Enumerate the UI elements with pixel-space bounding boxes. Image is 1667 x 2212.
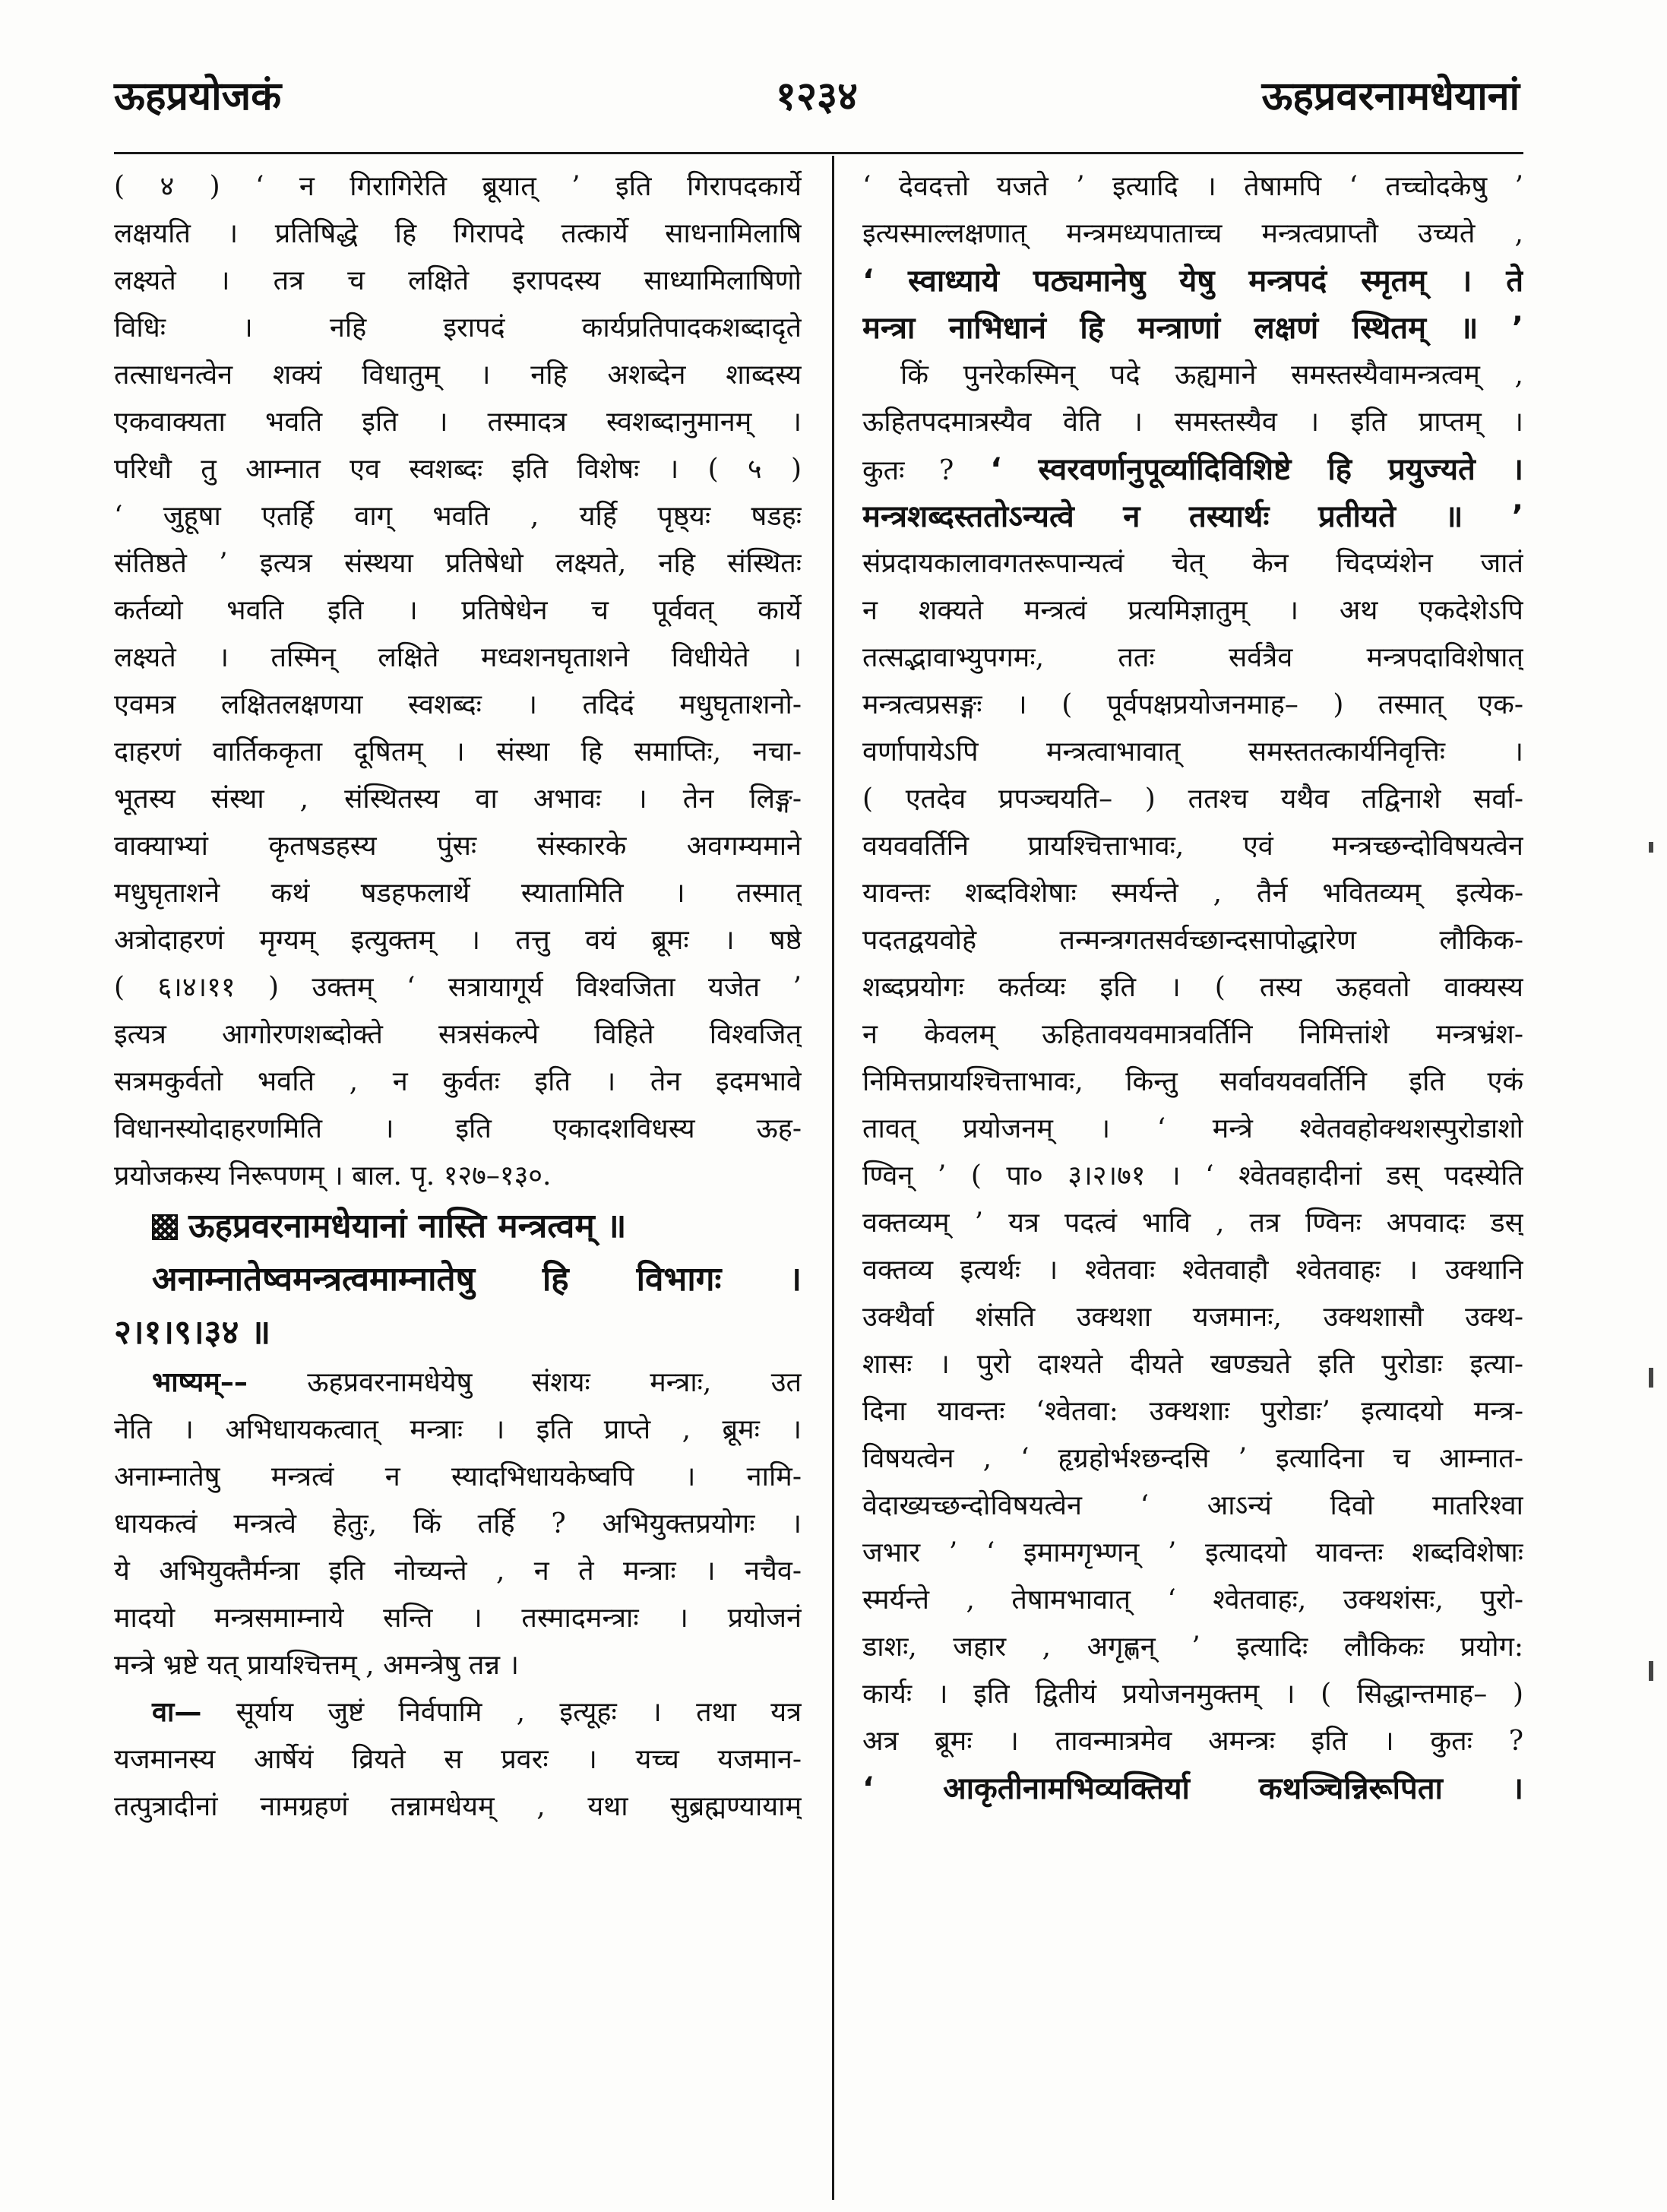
bhashya-text: ऊहप्रवरनामधेयेषु संशयः मन्त्राः, उत xyxy=(307,1367,802,1398)
text-line: अनाम्नातेषु मन्त्रत्वं न स्यादभिधायकेष्वपि । नामि- xyxy=(114,1461,802,1492)
text-line: नेति । अभिधायकत्वात् मन्त्राः । इति प्राप्ते , ब्रूमः । xyxy=(114,1414,802,1445)
text-line: ( ४ ) ‘ न गिरागिरेति ब्रूयात् ’ इति गिरापदकार्ये xyxy=(114,171,802,202)
vartika-text: सूर्याय जुष्टं निर्वपामि , इत्यूहः । तथा यत्र xyxy=(236,1697,802,1728)
text-line: संप्रदायकालावगतरूपान्यत्वं चेत् केन चिदप्यंशेन जातं xyxy=(862,548,1523,579)
page-number: १२३४ xyxy=(775,74,859,119)
text-line: धायकत्वं मन्त्रत्वे हेतुः, किं तर्हि ? अभियुक्तप्रयोगः । xyxy=(114,1508,802,1540)
text-line: विधानस्योदाहरणमिति । इति एकादशविधस्य ऊह- xyxy=(114,1113,802,1144)
text-line: ( एतदेव प्रपञ्चयति– ) ततश्च यथैव तद्विनाशे सर्वा- xyxy=(862,783,1523,815)
header-left-title: ऊहप्रयोजकं xyxy=(114,74,282,119)
text-line: वक्तव्यम् ’ यत्र पदत्वं भावि , तत्र ण्विनः अपवादः डस् xyxy=(862,1207,1523,1239)
verse-line: मन्त्रशब्दस्ततोऽन्यत्वे न तस्यार्थः प्रतीयते ॥ ’ xyxy=(862,499,1523,534)
sutra-number: २।१।९।३४ ॥ xyxy=(114,1313,271,1352)
section-heading-text: ऊहप्रवरनामधेयानां नास्ति मन्त्रत्वम् ॥ xyxy=(188,1207,627,1245)
text-line: संतिष्ठते ’ इत्यत्र संस्थया प्रतिषेधो लक्ष्यते, नहि संस्थितः xyxy=(114,548,802,579)
text-line: कार्यः । इति द्वितीयं प्रयोजनमुक्तम् । ( सिद्धान्तमाह– ) xyxy=(862,1679,1523,1710)
text-line: तत्पुत्रादीनां नामग्रहणं तन्नामधेयम् , यथा सुब्रह्मण्यायाम् xyxy=(114,1791,802,1822)
text-line: मन्त्रत्वप्रसङ्गः । ( पूर्वपक्षप्रयोजनमाह– ) तस्मात् एक- xyxy=(862,689,1523,720)
header-right-title: ऊहप्रवरनामधेयानां xyxy=(1261,74,1520,119)
kutah-text: कुतः ? xyxy=(862,455,954,486)
bhashya-first-line xyxy=(114,1359,802,1407)
scan-mark xyxy=(1649,1368,1653,1388)
text-line: तावत् प्रयोजनम् । ‘ मन्त्रे श्वेतवहोक्थशस्पुरोडाशो xyxy=(862,1113,1523,1144)
text-line: एकवाक्यता भवति इति । तस्मादत्र स्वशब्दानुमानम् । xyxy=(114,407,802,438)
text-line: दाहरणं वार्तिककृता दूषितम् । संस्था हि समाप्तिः, नचा- xyxy=(114,736,802,767)
text-line: अत्र ब्रूमः । तावन्मात्रमेव अमन्त्रः इति । कुतः ? xyxy=(862,1726,1523,1757)
text-line: लक्षयति । प्रतिषिद्धे हि गिरापदे तत्कार्ये साधनामिलाषि xyxy=(114,218,802,249)
text-line: निमित्तप्रायश्चित्ताभावः, किन्तु सर्वावयववर्तिनि इति एकं xyxy=(862,1066,1523,1097)
verse-text: ‘ स्वरवर्णानुपूर्व्यादिविशिष्टे हि प्रयुज्यते । xyxy=(990,452,1523,487)
text-line: वर्णापायेऽपि मन्त्रत्वाभावात् समस्ततत्कार्यनिवृत्तिः । xyxy=(862,736,1523,767)
right-column xyxy=(862,163,1523,2200)
text-line: मधुघृताशने कथं षडहफलार्थे स्यातामिति । तस्मात् xyxy=(114,878,802,909)
text-line: जभार ’ ‘ इमामगृभ्णन् ’ इत्यादयो यावन्तः शब्दविशेषाः xyxy=(862,1537,1523,1568)
running-header xyxy=(114,70,1520,131)
text-line: ये अभियुक्तैर्मन्त्रा इति नोच्यन्ते , न ते मन्त्राः । नचैव- xyxy=(114,1555,802,1587)
sutra-line: अनाम्नातेष्वमन्त्रत्वमाम्नातेषु हि विभागः । xyxy=(152,1260,802,1299)
scan-mark xyxy=(1649,842,1653,853)
text-line: वयववर्तिनि प्रायश्चित्ताभावः, एवं मन्त्रच्छन्दोविषयत्वेन xyxy=(862,831,1523,862)
text-line: विधिः । नहि इरापदं कार्यप्रतिपादकशब्दादृते xyxy=(114,312,802,343)
text-line: शासः । पुरो दाश्यते दीयते खण्ड्यते इति पुरोडाः इत्या- xyxy=(862,1349,1523,1380)
text-line: एवमत्र लक्षितलक्षणया स्वशब्दः । तदिदं मधुघृताशनो- xyxy=(114,689,802,720)
column-divider xyxy=(832,156,834,2200)
verse-line xyxy=(862,446,1523,493)
text-line: लक्ष्यते । तस्मिन् लक्षिते मध्वशनघृताशने विधीयेते । xyxy=(114,642,802,673)
text-line: डाशः, जहार , अगृह्णन् ’ इत्यादिः लौकिकः प्रयोग: xyxy=(862,1631,1523,1663)
text-line: वक्तव्य इत्यर्थः । श्वेतवाः श्वेतवाहौ श्वेतवाहः । उक्थानि xyxy=(862,1255,1523,1286)
text-line: मन्त्रे भ्रष्टे यत् प्रायश्चित्तम् , अमन्त्रेषु तन्न । xyxy=(114,1650,520,1681)
margin-scan-marks xyxy=(1641,0,1667,2212)
text-line: मादयो मन्त्रसमाम्नाये सन्ति । तस्मादमन्त्राः । प्रयोजनं xyxy=(114,1603,802,1634)
text-line: वेदाख्यच्छन्दोविषयत्वेन ‘ आऽन्यं दिवो मातरिश्वा xyxy=(862,1490,1523,1521)
text-line: स्मर्यन्ते , तेषामभावात् ‘ श्वेतवाहः, उक्थशंसः, पुरो- xyxy=(862,1584,1523,1615)
text-line: इत्यस्माल्लक्षणात् मन्त्रमध्यपाताच्च मन्त्रत्वप्राप्तौ उच्यते , xyxy=(862,218,1523,249)
text-line: तत्सद्भावाभ्युपगमः, ततः सर्वत्रैव मन्त्रपदाविशेषात् xyxy=(862,642,1523,673)
text-line: ( ६।४।११ ) उक्तम् ‘ सत्रायागूर्य विश्वजिता यजेत ’ xyxy=(114,972,802,1003)
text-line: प्रयोजकस्य निरूपणम् । बाल. पृ. १२७–१३०. xyxy=(114,1160,552,1191)
text-line: ऊहितपदमात्रस्यैव वेति । समस्तस्यैव । इति प्राप्तम् । xyxy=(862,407,1523,438)
text-line: किं पुनरेकस्मिन् पदे ऊह्यमाने समस्तस्यैवामन्त्रत्वम् , xyxy=(900,359,1523,391)
section-mark-icon xyxy=(152,1214,178,1240)
text-line: सत्रमकुर्वतो भवति , न कुर्वतः इति । तेन इदमभावे xyxy=(114,1066,802,1097)
left-column xyxy=(114,163,802,2200)
text-line: उक्थैर्वा शंसति उक्थशा यजमानः, उक्थशासौ उक्थ- xyxy=(862,1302,1523,1333)
text-line: वाक्याभ्यां कृतषडहस्य पुंसः संस्कारके अवगम्यमाने xyxy=(114,831,802,862)
bhashya-label: भाष्यम्–– xyxy=(152,1367,248,1398)
text-line: न शक्यते मन्त्रत्वं प्रत्यमिज्ञातुम् । अथ एकदेशेऽपि xyxy=(862,595,1523,626)
text-line: ण्विन् ’ ( पा० ३।२।७१ । ‘ श्वेतवहादीनां डस् पदस्येति xyxy=(862,1160,1523,1191)
verse-line: मन्त्रा नाभिधानं हि मन्त्राणां लक्षणं स्थितम् ॥ ’ xyxy=(862,311,1523,346)
text-line: परिधौ तु आम्नात एव स्वशब्दः इति विशेषः । ( ५ ) xyxy=(114,454,802,485)
text-line: विषयत्वेन , ‘ हृग्रहोर्भश्छन्दसि ’ इत्यादिना च आम्नात- xyxy=(862,1443,1523,1474)
verse-line: ‘ आकृतीनामभिव्यक्तिर्या कथञ्चिन्निरूपिता । xyxy=(862,1771,1523,1806)
vartika-first-line xyxy=(114,1689,802,1736)
text-line: तत्साधनत्वेन शक्यं विधातुम् । नहि अशब्देन शाब्दस्य xyxy=(114,359,802,391)
text-line: यावन्तः शब्दविशेषाः स्मर्यन्ते , तैर्न भवितव्यम् इत्येक- xyxy=(862,878,1523,909)
verse-line: ‘ स्वाध्याये पठ्यमानेषु येषु मन्त्रपदं स्मृतम् । ते xyxy=(862,264,1523,299)
text-line: दिना यावन्तः ‘श्वेतवा: उक्थशाः पुरोडाः’ इत्यादयो मन्त्र- xyxy=(862,1396,1523,1427)
text-line: इत्यत्र आगोरणशब्दोक्ते सत्रसंकल्पे विहिते विश्वजित् xyxy=(114,1019,802,1050)
scan-mark xyxy=(1649,1661,1653,1681)
text-line: ‘ देवदत्तो यजते ’ इत्यादि । तेषामपि ‘ तच्चोदकेषु ’ xyxy=(862,171,1523,202)
text-line: ‘ जुहूषा एतर्हि वाग् भवति , यर्हि पृष्ठ्यः षडहः xyxy=(114,501,802,532)
header-divider xyxy=(114,152,1523,154)
text-line: पदतद्वयवोहे तन्मन्त्रगतसर्वच्छान्दसापोद्धारेण लौकिक- xyxy=(862,925,1523,956)
section-heading xyxy=(114,1200,802,1253)
text-line: न केवलम् ऊहितावयवमात्रवर्तिनि निमित्तांशे मन्त्रभ्रंश- xyxy=(862,1019,1523,1050)
vartika-label: वा— xyxy=(152,1697,202,1728)
text-line: कर्तव्यो भवति इति । प्रतिषेधेन च पूर्ववत् कार्ये xyxy=(114,595,802,626)
text-line: भूतस्य संस्था , संस्थितस्य वा अभावः । तेन लिङ्ग- xyxy=(114,783,802,815)
text-line: लक्ष्यते । तत्र च लक्षिते इरापदस्य साध्यामिलाषिणो xyxy=(114,265,802,296)
text-line: अत्रोदाहरणं मृग्यम् इत्युक्तम् । तत्तु वयं ब्रूमः । षष्ठे xyxy=(114,925,802,956)
text-line: यजमानस्य आर्षेयं व्रियते स प्रवरः । यच्च यजमान- xyxy=(114,1744,802,1775)
text-line: शब्दप्रयोगः कर्तव्यः इति । ( तस्य ऊहवतो वाक्यस्य xyxy=(862,972,1523,1003)
